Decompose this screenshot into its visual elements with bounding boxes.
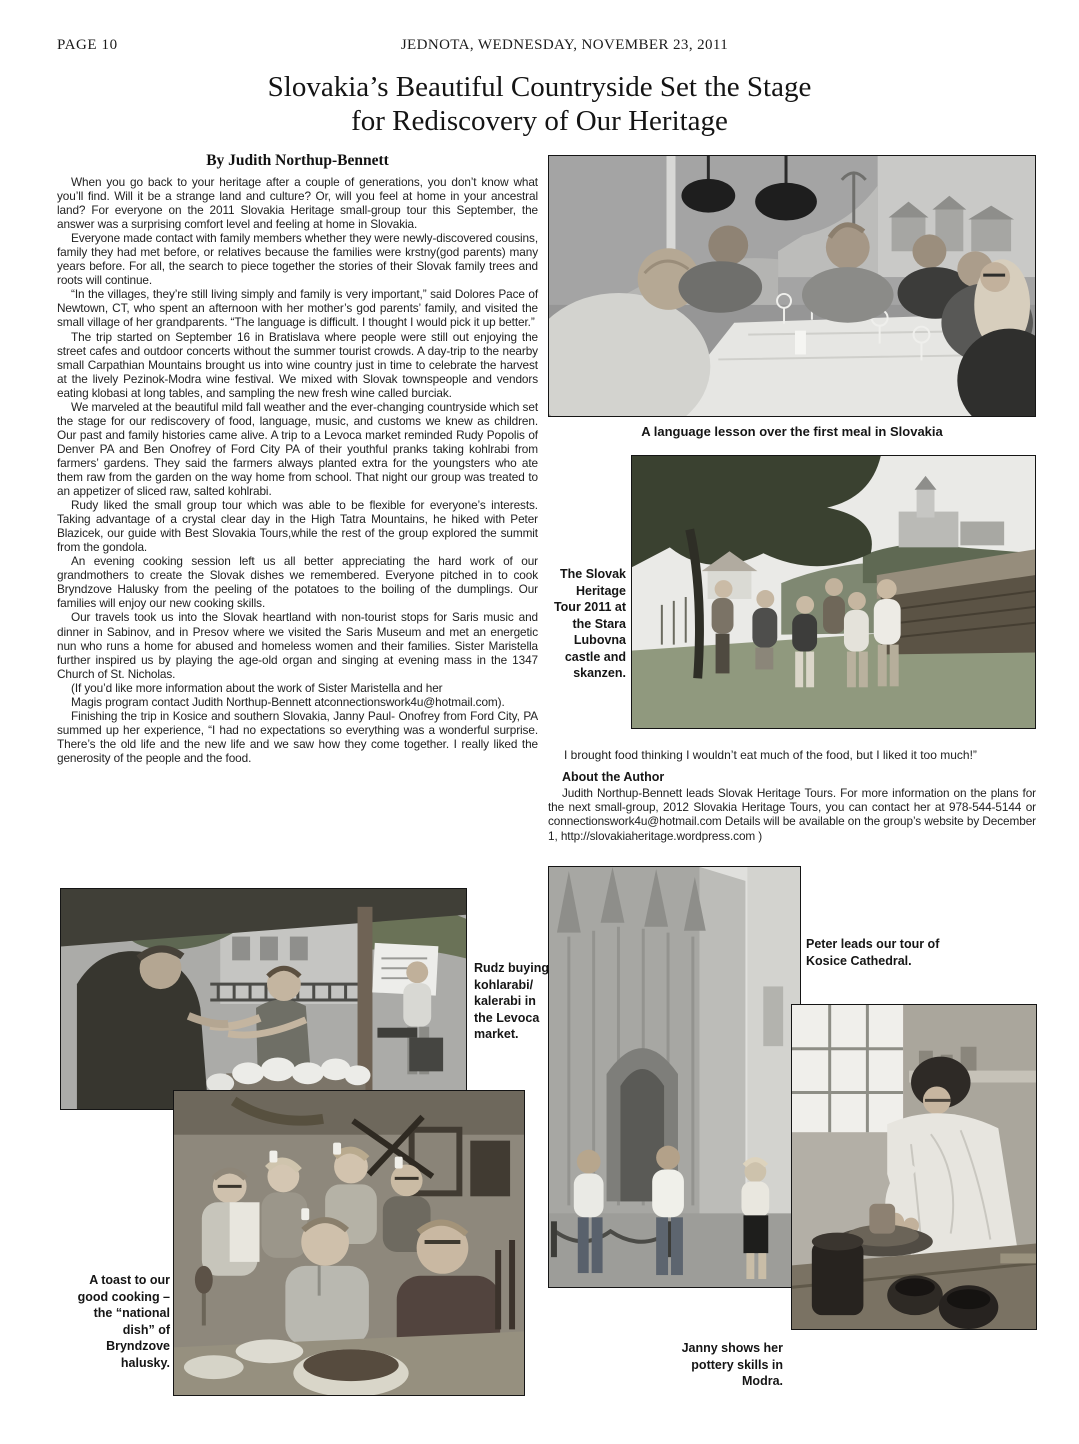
article-body [57,175,538,765]
headline-line-2: for Rediscovery of Our Heritage [351,105,728,137]
article-paragraph: Magis program contact Judith Northup-Bennett atconnectionswork4u@hotmail.com). [71,694,505,709]
photo-language-lesson-image [549,156,1035,416]
article-paragraph: (If you’d like more information about the work of Sister Maristella and her [71,680,443,695]
photo-castle-group-image [632,456,1035,728]
about-author-heading: About the Author [562,770,665,784]
article-paragraph: The trip started on September 16 in Bratislava where people were still out enjoying the street cafes and outdoor concerts without the summer tourist crowds. A day-trip to the nearby small Carpathian Mountains brought us into wine country just in time to celebrate the harvest at the lively Pezinok-Modra wine festival. We mixed with Slovak townspeople and vendors eating klobasi at long tables, and sampling the new fresh wine called burciak. [57,329,538,400]
article-paragraph: Everyone made contact with family members whether they were newly-discovered cousins, family they had met before, or relatives because the families were krstny(god parents) many years before. For all, the search to piece together the stories of their Slovak family trees and roots will continue. [57,231,538,288]
page-number-label: PAGE 10 [57,37,118,53]
photo-toast-dinner-image [174,1091,524,1395]
caption-toast: A toast to our good cooking – the “national dish” of Bryndzove halusky. [77,1273,170,1370]
photo-levoca-market [60,888,467,1110]
photo-castle-group [631,455,1036,729]
about-author-text: Judith Northup-Bennett leads Slovak Heritage Tours. For more information on the plans for the next small-group, 2012 Slovakia Heritage Tours, you can contact her at 978-544-5144 or connectionswork4u@hotmail.com Details will be available on the group’s website by December 1, http://slovakiaheritage.wordpress.com ) [548,786,1036,843]
article-paragraph: When you go back to your heritage after a couple of generations, you don’t know what you’ll find. Will it be a strange land and culture? Or, will you feel at home in your ancestral land? For everyone on the 2011 Slovakia Heritage small-group tour this September, the answer was a surprising comfort level and feeling at home in Slovakia. [57,175,538,232]
article-paragraph: We marveled at the beautiful mild fall weather and the ever-changing countryside which set the stage for our rediscovery of food, language, music, and customs we knew as children. Our past and family histories came alive. A trip to a Levoca market reminded Rudy Popolis of Denver PA and Ben Onofrey of Ford City PA of their youthful pranks taking kohlrabi from farmers’ gardens. They said the farmers always planted extra for the youngsters who ate them raw from the garden on the way home from school. That night our group was treated to an appetizer of sliced raw, salted kohlrabi. [57,399,538,499]
caption-castle: The Slovak Heritage Tour 2011 at the Stara Lubovna castle and skanzen. [553,567,626,680]
article-paragraph: Rudy liked the small group tour which was able to be flexible for everyone’s interests. Taking advantage of a crystal clear day in the High Tatra Mountains, he hiked with Peter Blazicek, our guide with Best Slovakia Tours,while the rest of the group explored the summit from the gondola. [57,498,538,555]
photo-kosice-cathedral [548,866,801,1288]
caption-pottery: Janny shows her pottery skills in Modra. [681,1341,783,1388]
photo-kosice-cathedral-image [549,867,800,1287]
byline: By Judith Northup-Bennett [206,152,389,169]
photo-toast-dinner [173,1090,525,1396]
photo-pottery-image [792,1005,1036,1329]
caption-cathedral: Peter leads our tour of Kosice Cathedral. [806,937,940,968]
headline-line-1: Slovakia’s Beautiful Countryside Set the Stage [267,71,812,103]
article-paragraph: Finishing the trip in Kosice and southern Slovakia, Janny Paul- Onofrey from Ford City, PA summed up her experience, “I had no expectations so everything was a wonderful surprise. There’s the old life and the new life and we saw how they come together. I really liked the generosity of the people and the food. [57,708,538,765]
article-paragraph: Our travels took us into the Slovak heartland with non-tourist stops for Saris music and dinner in Sabinov, and in Presov where we visited the Saris Museum and met an energetic nun who runs a home for abused and homeless women and their families. Sister Maristella further inspired us by playing the age-old organ and singing at evening mass in the 1347 Church of St. Nicholas. [57,610,538,681]
photo-pottery [791,1004,1037,1330]
article-paragraph: An evening cooking session left us all better appreciating the hard work of our grandmothers to create the Slovak dishes we remembered. Everyone pitched in to cook Bryndzove Halusky from the peeling of the potatoes to the boiling of the dumplings. Our families will enjoy our new cooking skills. [57,554,538,611]
masthead: JEDNOTA, WEDNESDAY, NOVEMBER 23, 2011 [400,37,729,53]
article-paragraph: “In the villages, they’re still living simply and family is very important,” said Dolores Pace of Newtown, CT, who spent an afternoon with her mother’s god parents’ family, and visited the small village of her grandparents. “The language is difficult. I thought I would pick it up better.” [57,287,538,330]
photo-language-lesson [548,155,1036,417]
pull-quote: I brought food thinking I wouldn’t eat much of the food, but I liked it too much!” [564,748,977,762]
caption-language-lesson: A language lesson over the first meal in Slovakia [641,424,943,439]
article-headline [0,70,1079,138]
photo-levoca-market-image [61,889,466,1109]
caption-market: Rudz buying kohlarabi/ kalerabi in the Levoca market. [474,961,549,1041]
